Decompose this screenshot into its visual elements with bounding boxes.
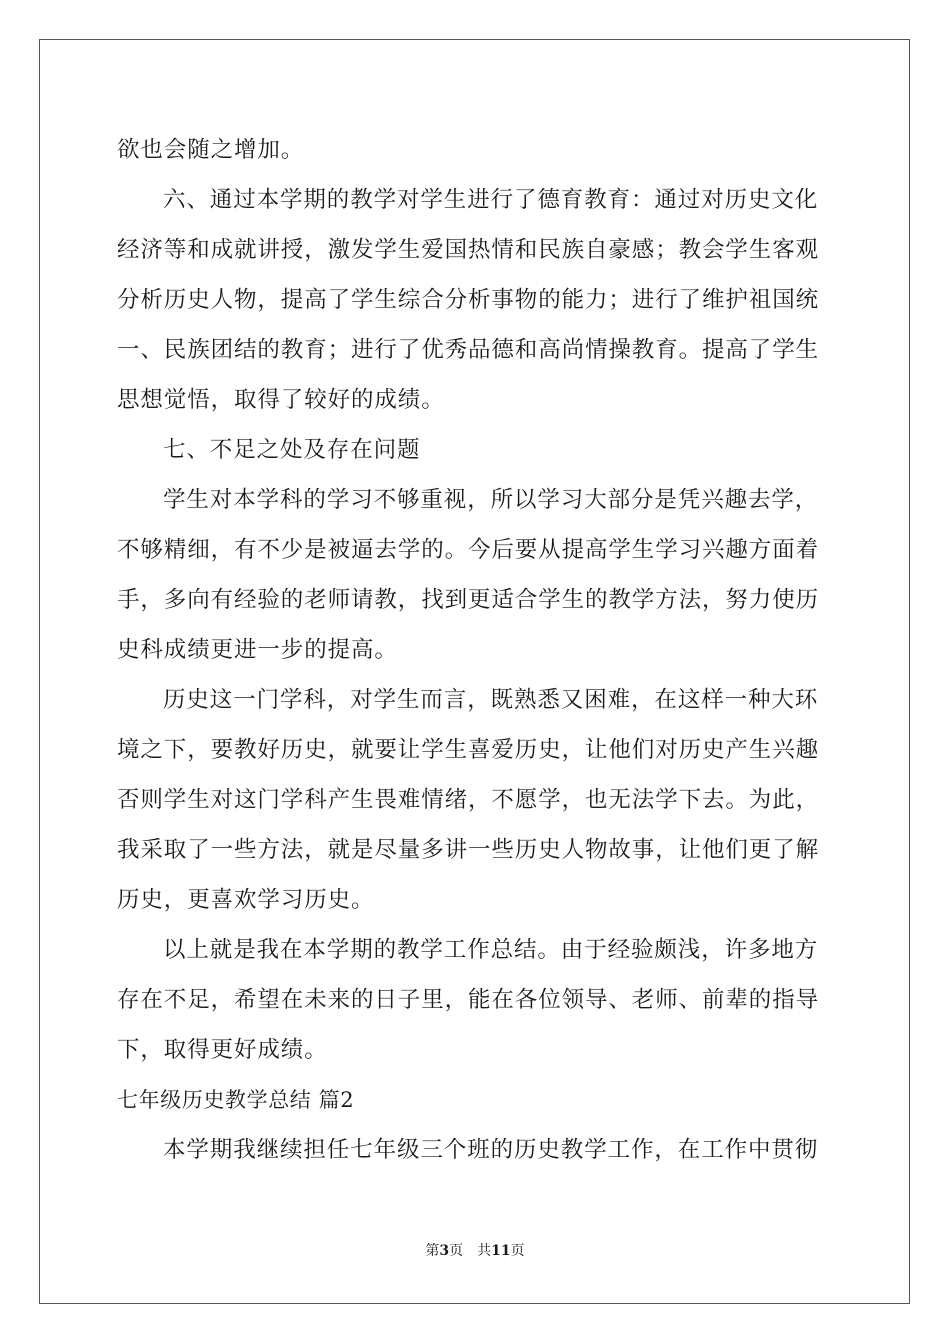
- text-line: 历史这一门学科，对学生而言，既熟悉又困难，在这样一种大环: [163, 687, 819, 713]
- page-footer: [0, 1241, 950, 1261]
- text-line: 六、通过本学期的教学对学生进行了德育教育：通过对历史文化: [163, 187, 819, 213]
- text-line: 以上就是我在本学期的教学工作总结。由于经验颇浅，许多地方: [163, 937, 819, 963]
- text-line: 否则学生对这门学科产生畏难情绪，不愿学，也无法学下去。为此，: [117, 787, 820, 813]
- text-line: 历史，更喜欢学习历史。: [117, 887, 375, 913]
- article-heading: 七年级历史教学总结 篇2: [117, 1088, 355, 1112]
- total-pages: 11: [491, 1243, 511, 1259]
- text-line: 史科成绩更进一步的提高。: [117, 637, 398, 663]
- text-line: 我采取了一些方法，就是尽量多讲一些历史人物故事，让他们更了解: [117, 837, 820, 863]
- text-line: 下，取得更好成绩。: [117, 1037, 328, 1063]
- text-line: 存在不足，希望在未来的日子里，能在各位领导、老师、前辈的指导: [117, 987, 820, 1013]
- total-suffix: 页: [510, 1243, 525, 1259]
- text-line: 不够精细，有不少是被逼去学的。今后要从提高学生学习兴趣方面着: [117, 537, 820, 563]
- text-line: 分析历史人物，提高了学生综合分析事物的能力；进行了维护祖国统: [117, 287, 820, 313]
- text-line: 欲也会随之增加。: [117, 137, 305, 163]
- document-body: [117, 125, 837, 1175]
- section-heading: 七、不足之处及存在问题: [163, 437, 421, 463]
- page-suffix: 页: [449, 1243, 464, 1259]
- text-line: 本学期我继续担任七年级三个班的历史教学工作，在工作中贯彻: [163, 1137, 819, 1163]
- text-line: 手，多向有经验的老师请教，找到更适合学生的教学方法，努力使历: [117, 587, 820, 613]
- page-prefix: 第: [425, 1243, 440, 1259]
- text-line: 境之下，要教好历史，就要让学生喜爱历史，让他们对历史产生兴趣: [117, 737, 820, 763]
- total-prefix: 共: [477, 1243, 492, 1259]
- page-number: 3: [439, 1243, 450, 1259]
- text-line: 思想觉悟，取得了较好的成绩。: [117, 387, 445, 413]
- text-line: 经济等和成就讲授，激发学生爱国热情和民族自豪感；教会学生客观: [117, 237, 820, 263]
- text-line: 学生对本学科的学习不够重视，所以学习大部分是凭兴趣去学，: [163, 487, 819, 513]
- text-line: 一、民族团结的教育；进行了优秀品德和高尚情操教育。提高了学生: [117, 337, 820, 363]
